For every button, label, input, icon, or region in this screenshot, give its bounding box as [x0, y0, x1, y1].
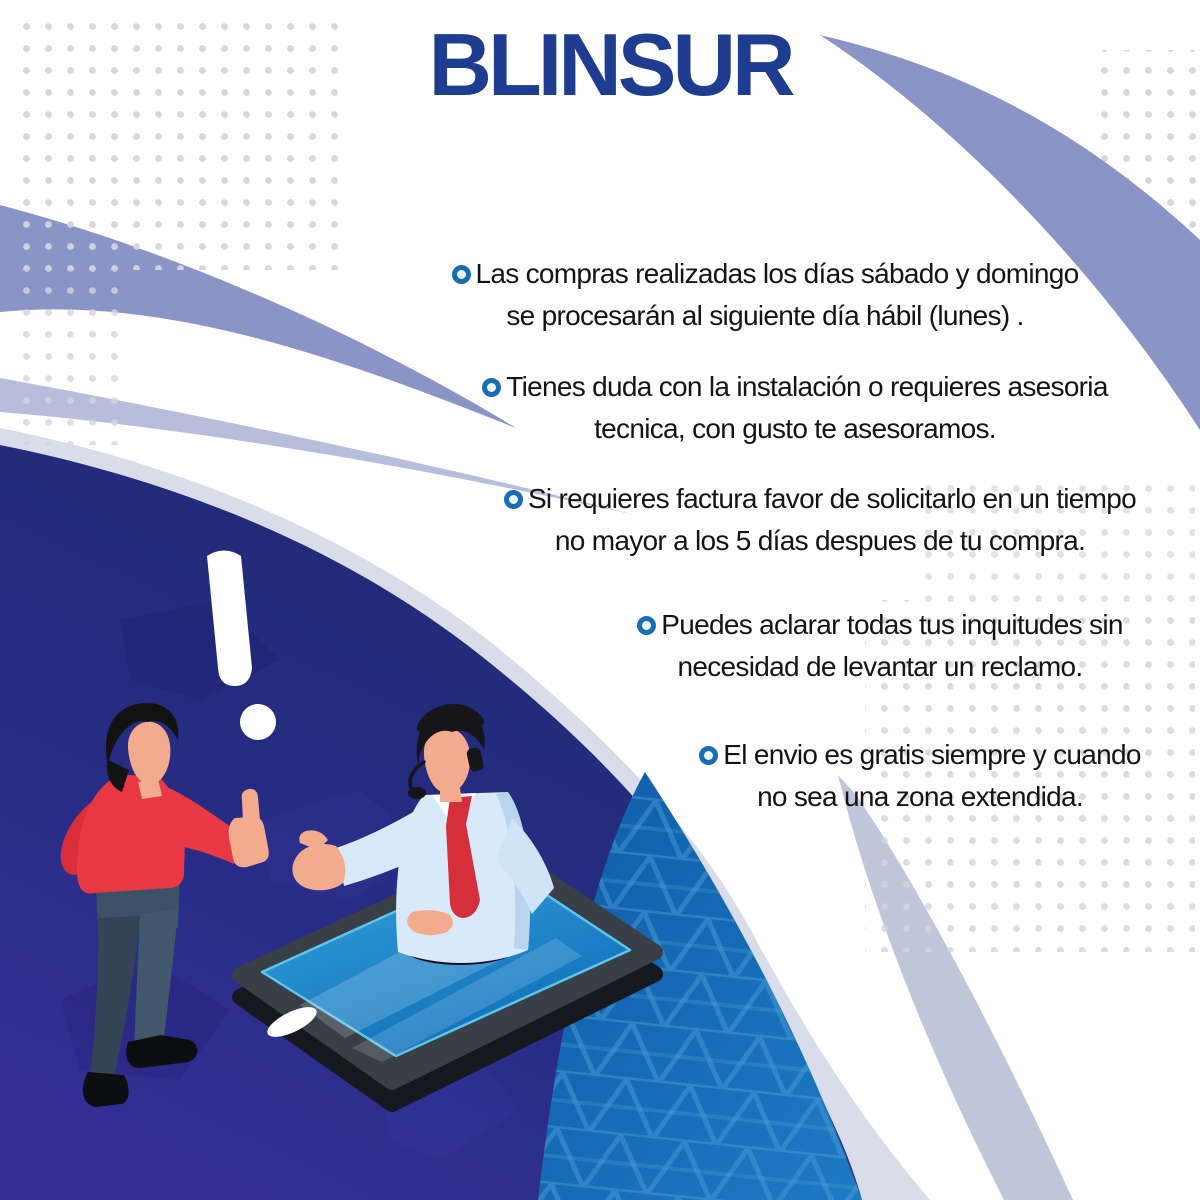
bullet-ring-icon [452, 265, 471, 284]
bullet-text: tecnica, con gusto te asesoramos. [594, 413, 996, 444]
bullet-ring-icon [482, 378, 501, 397]
bullet-text: Las compras realizadas los días sábado y domingo [475, 258, 1079, 289]
bullet-item-4 [610, 604, 1150, 688]
bullet-line [670, 734, 1170, 776]
bullet-ring-icon [504, 490, 523, 509]
bullet-ring-icon [699, 746, 718, 765]
bullet-item-2 [450, 366, 1140, 450]
thumbs-up-hand [229, 817, 269, 868]
bullet-item-3 [490, 478, 1150, 562]
bullet-text: Puedes aclarar todas tus inquitudes sin [661, 609, 1123, 640]
bullet-line [490, 478, 1150, 520]
bullet-line [450, 366, 1140, 408]
bullet-line [420, 253, 1110, 295]
agent-lower-hand [407, 910, 453, 935]
bullet-text: no mayor a los 5 días despues de tu compra. [554, 525, 1086, 556]
bullet-ring-icon [637, 616, 656, 635]
bullet-item-1 [420, 253, 1110, 337]
bullet-text: Tienes duda con la instalación o requieres asesoria [506, 371, 1108, 402]
dot-pattern-left [12, 270, 130, 445]
bullet-text: Si requieres factura favor de solicitarlo en un tiempo [527, 483, 1137, 514]
bullet-item-5 [670, 734, 1170, 818]
bullet-text: se procesarán al siguiente día hábil (lunes) . [506, 300, 1024, 331]
customer-shoe-back [83, 1072, 129, 1107]
bullet-text: El envio es gratis siempre y cuando [723, 739, 1141, 770]
bullet-line [610, 604, 1150, 646]
bullet-text: no sea una zona extendida. [757, 781, 1083, 812]
dot-pattern-top-left [12, 14, 352, 270]
bullet-text: necesidad de levantar un reclamo. [677, 651, 1083, 682]
brand-logo: BLINSUR [428, 15, 792, 114]
